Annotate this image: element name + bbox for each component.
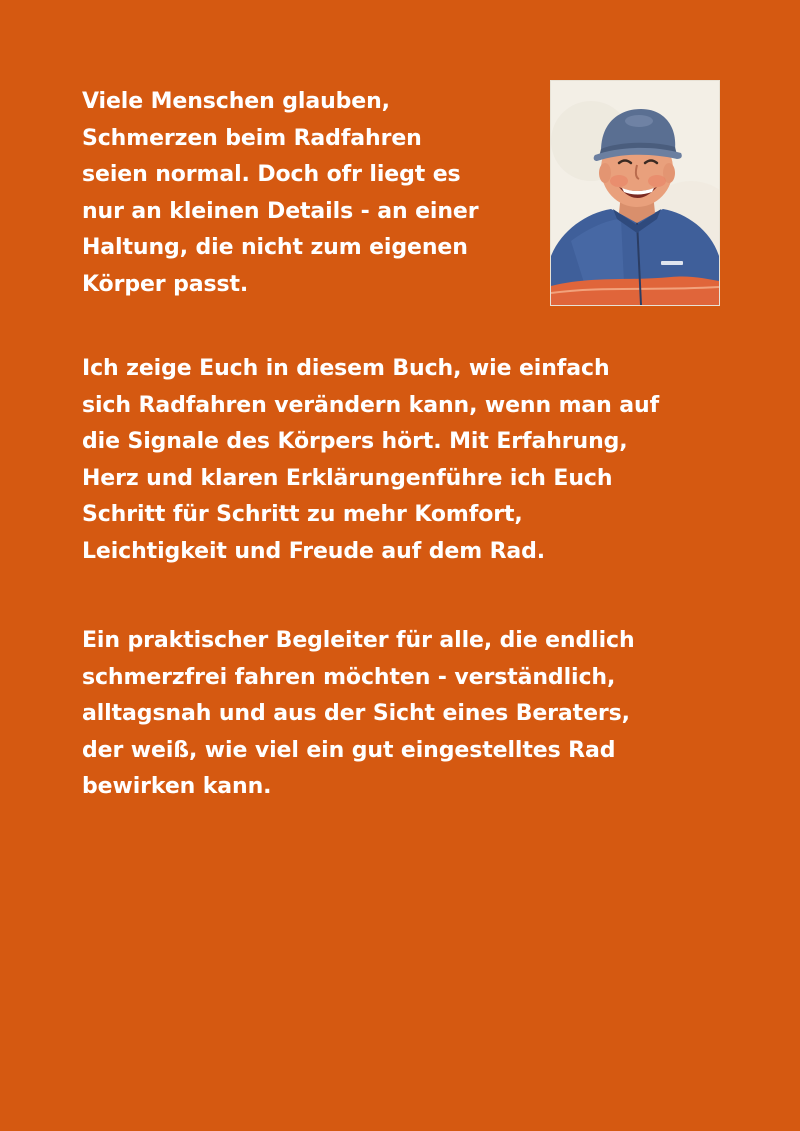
text-line: Ich zeige Euch in diesem Buch, wie einfach <box>82 356 610 381</box>
text-line: die Signale des Körpers hört. Mit Erfahrung, <box>82 429 628 454</box>
text-line: schmerzfrei fahren möchten - verständlich, <box>82 664 616 690</box>
text-line: sich Radfahren verändern kann, wenn man auf <box>82 392 660 418</box>
text-line: Herz und klaren Erklärungenführe ich Euch <box>82 465 613 491</box>
text-line: Ein praktischer Begleiter für alle, die endlich <box>82 628 635 653</box>
text-line: alltagsnah und aus der Sicht eines Beraters, <box>82 701 630 726</box>
text-line: seien normal. Doch ofr liegt es <box>82 162 461 187</box>
paragraph-book-description <box>82 351 659 570</box>
text-line: Viele Menschen glauben, <box>82 89 390 114</box>
text-line: Schritt für Schritt zu mehr Komfort, <box>82 502 523 527</box>
text-line: Schmerzen beim Radfahren <box>82 125 422 151</box>
author-portrait <box>550 80 720 306</box>
text-line: der weiß, wie viel ein gut eingestelltes Rad <box>82 737 616 763</box>
paragraph-audience <box>82 623 635 806</box>
text-line: Haltung, die nicht zum eigenen <box>82 235 468 260</box>
text-line: bewirken kann. <box>82 774 272 799</box>
paragraph-intro <box>82 84 478 303</box>
smiling-man-cap-icon <box>551 81 719 305</box>
text-line: Leichtigkeit und Freude auf dem Rad. <box>82 538 546 564</box>
text-line: Körper passt. <box>82 271 249 297</box>
text-line: nur an kleinen Details - an einer <box>82 198 479 224</box>
